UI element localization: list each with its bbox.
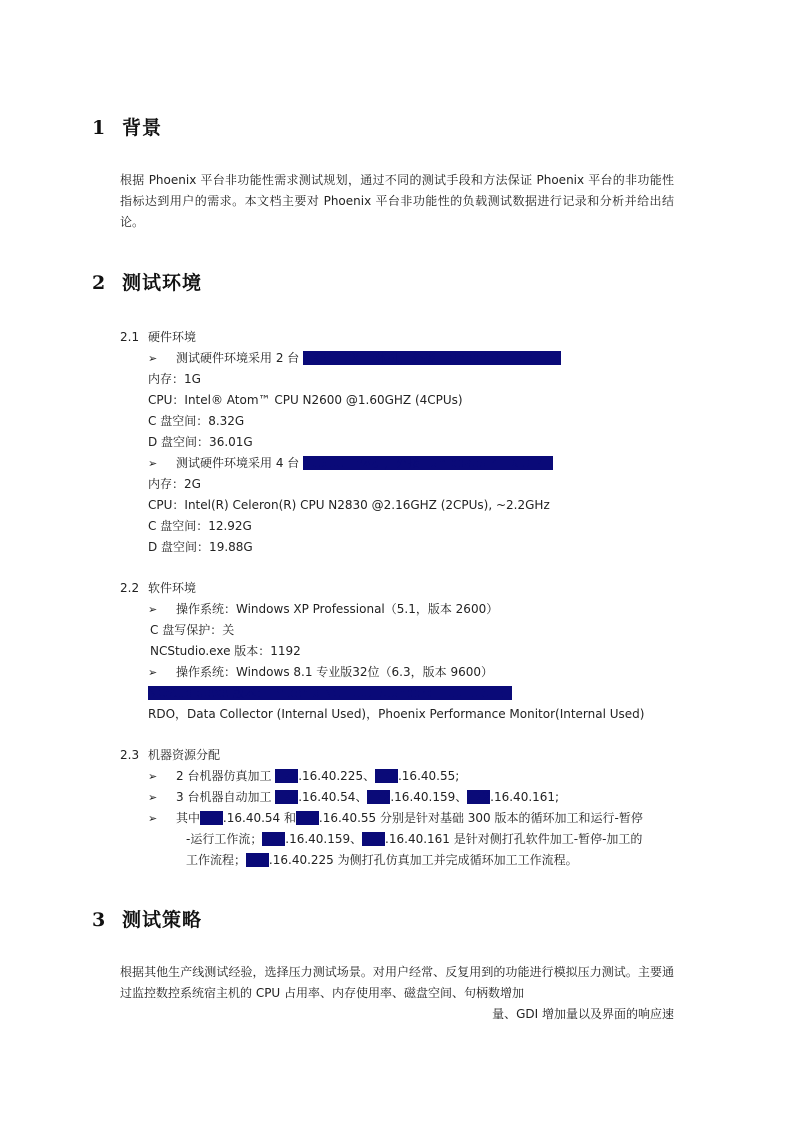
software-2-redacted-line [148, 684, 512, 701]
bullet-software-2: ➢ 操作系统：Windows 8.1 专业版32位（6.3，版本 9600） [148, 665, 493, 679]
software-1-write-protect: C 盘写保护：关 [150, 623, 235, 637]
redacted-ip-prefix: 172 [200, 811, 223, 825]
arrow-bullet-icon: ➢ [148, 603, 158, 616]
subheading-hardware: 2.1 硬件环境 [120, 330, 197, 344]
redacted-ip-prefix: 172 [262, 832, 286, 846]
background-paragraph: 根据 Phoenix 平台非功能性需求测试规划，通过不同的测试手段和方法保证 Phoenix 平台的非功能性指标达到用户的需求。本文档主要对 Phoenix 平台非功能性的负载测试数据进行记录和分析并给出结论。 [120, 173, 674, 229]
subheading-software: 2.2 软件环境 [120, 581, 197, 595]
strategy-paragraph: 根据其他生产线测试经验，选择压力测试场景。对用户经常、反复用到的功能进行模拟压力测试。主要通过监控数控系统宿主机的 CPU 占用率、内存使用率、磁盘空间、句柄数增加 [120, 965, 674, 1000]
allocation-3-line-3: 工作流程；172.16.40.225 为侧打孔仿真加工并完成循环加工工作流程。 [186, 853, 578, 867]
hardware-2-c-drive: C 盘空间：12.92G [148, 519, 252, 533]
arrow-bullet-icon: ➢ [148, 457, 158, 470]
redacted-ip-prefix: 172 [275, 790, 299, 804]
hardware-1-cpu: CPU：Intel® Atom™ CPU N2600 @1.60GHZ (4CPUs) [148, 393, 463, 407]
arrow-bullet-icon: ➢ [148, 812, 158, 825]
bullet-allocation-1: ➢ 2 台机器仿真加工 172.16.40.225、172.16.40.55; [148, 769, 460, 783]
software-1-ncstudio: NCStudio.exe 版本：1192 [150, 644, 301, 658]
hardware-2-memory: 内存：2G [148, 477, 201, 491]
hardware-1-c-drive: C 盘空间：8.32G [148, 414, 245, 428]
section-heading-background: 1 背景 [92, 117, 163, 139]
arrow-bullet-icon: ➢ [148, 352, 158, 365]
section-heading-test-environment: 2 测试环境 [92, 272, 203, 294]
redacted-text: NK300CX 一体机，外接 Lambda5S 1.6X-1A1 [303, 351, 561, 365]
redacted-text: NCStudio.exe 版本： Phoenix NC 1.0.0 Standard_1.0.100.151 [148, 686, 513, 700]
bullet-allocation-3: ➢ 其中172.16.40.54 和172.16.40.55 分别是针对基础 300 版本的循环加工和运行-暂停 [148, 811, 643, 825]
arrow-bullet-icon: ➢ [148, 666, 158, 679]
bullet-software-1: ➢ 操作系统：Windows XP Professional（5.1，版本 2600） [148, 602, 499, 616]
redacted-ip-prefix: 172 [467, 790, 491, 804]
redacted-ip-prefix: 172 [367, 790, 391, 804]
redacted-ip-prefix: 172 [246, 853, 269, 867]
bullet-hardware-1: ➢ 测试硬件环境采用 2 台 NK300CX 一体机，外接 Lambda5S 1.6X-1A1 [148, 351, 561, 365]
hardware-2-d-drive: D 盘空间：19.88G [148, 540, 253, 554]
redacted-ip-prefix: 172 [375, 769, 398, 783]
arrow-bullet-icon: ➢ [148, 770, 158, 783]
hardware-2-cpu: CPU：Intel(R) Celeron(R) CPU N2830 @2.16GHZ (2CPUs), ~2.2GHz [148, 498, 550, 512]
section-heading-test-strategy: 3 测试策略 [92, 909, 203, 931]
redacted-ip-prefix: 172 [296, 811, 319, 825]
redacted-ip-prefix: 172 [362, 832, 386, 846]
bullet-hardware-2: ➢ 测试硬件环境采用 4 台 NC60C 一体机，外接 Lambda5S 4 EX 3141 [148, 456, 553, 470]
redacted-ip-prefix: 172 [275, 769, 299, 783]
hardware-1-d-drive: D 盘空间：36.01G [148, 435, 253, 449]
allocation-3-line-2: -运行工作流；172.16.40.159、172.16.40.161 是针对侧打孔软件加工-暂停-加工的 [186, 832, 643, 846]
strategy-paragraph-last-line: 量、GDI 增加量以及界面的响应速 [492, 1007, 674, 1021]
software-2-tools: RDO，Data Collector (Internal Used)，Phoenix Performance Monitor(Internal Used) [148, 707, 645, 721]
hardware-1-memory: 内存：1G [148, 372, 201, 386]
bullet-allocation-2: ➢ 3 台机器自动加工 172.16.40.54、172.16.40.159、172.16.40.161; [148, 790, 560, 804]
subheading-allocation: 2.3 机器资源分配 [120, 748, 221, 762]
arrow-bullet-icon: ➢ [148, 791, 158, 804]
redacted-text: NC60C 一体机，外接 Lambda5S 4 EX 3141 [303, 456, 553, 470]
